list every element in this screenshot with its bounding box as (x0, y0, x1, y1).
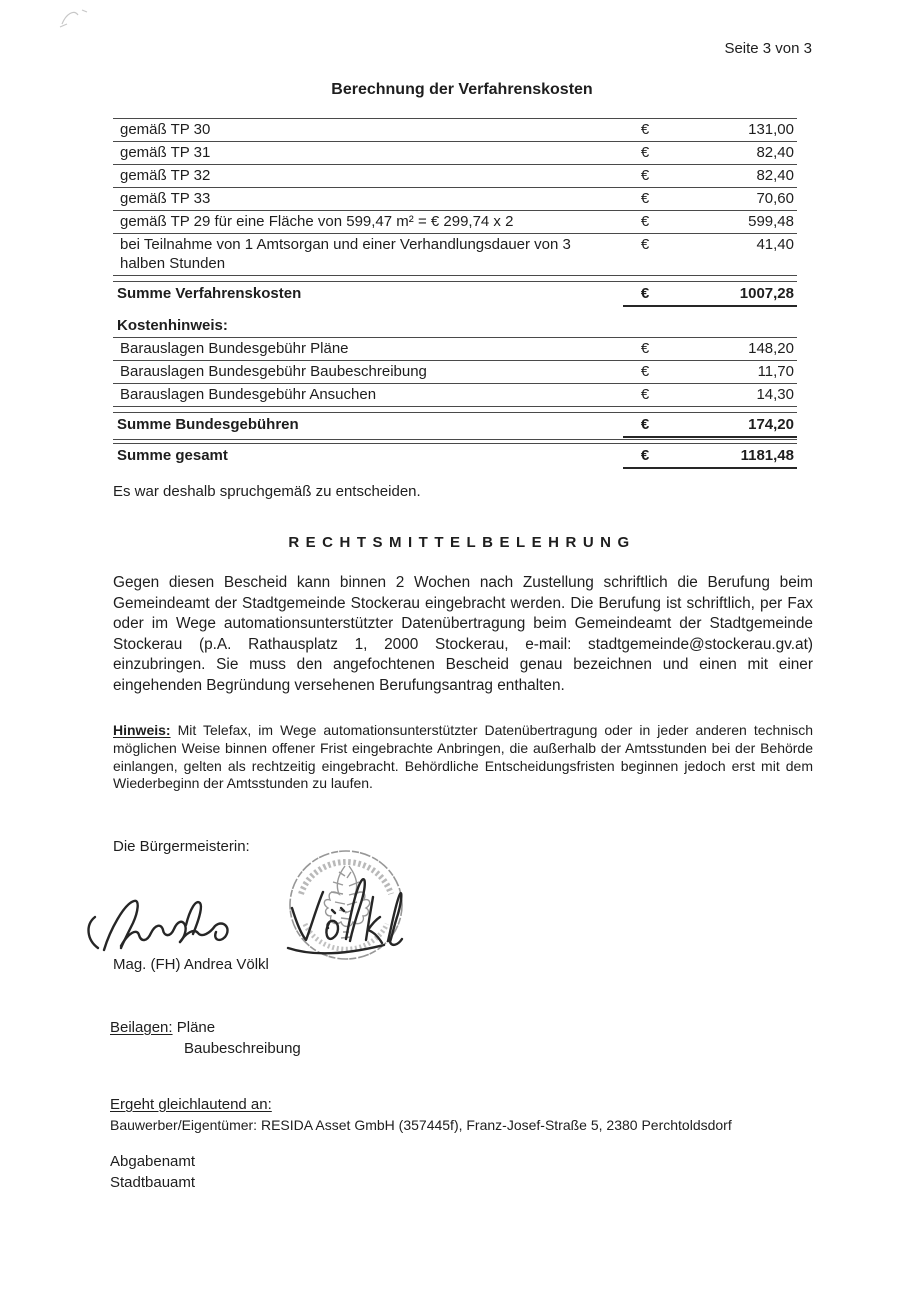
row-value: 70,60 (756, 190, 794, 207)
euro-symbol: € (640, 236, 650, 253)
row-summe-gesamt (113, 443, 797, 469)
euro-symbol: € (640, 340, 650, 357)
row-label: gemäß TP 32 (120, 167, 211, 184)
row-value: 14,30 (756, 386, 794, 403)
row-summe-verfahrenskosten (113, 281, 797, 307)
row-summe-bundesgebuehren (113, 412, 797, 438)
table-row (113, 141, 797, 164)
hinweis-paragraph (113, 722, 813, 793)
rechtsmittelbelehrung-heading: RECHTSMITTELBELEHRUNG (288, 534, 636, 551)
euro-symbol: € (640, 447, 650, 464)
euro-symbol: € (640, 121, 650, 138)
table-row (113, 187, 797, 210)
table-row (113, 360, 797, 383)
row-value: 82,40 (756, 144, 794, 161)
hinweis-label: Hinweis: (113, 722, 171, 738)
row-value: 599,48 (748, 213, 794, 230)
recipient-stadtbauamt: Stadtbauamt (110, 1174, 196, 1191)
row-value: 41,40 (756, 236, 794, 253)
row-label: Barauslagen Bundesgebühr Pläne (120, 340, 349, 357)
row-value: 148,20 (748, 340, 794, 357)
row-value: 174,20 (748, 416, 794, 433)
table-row (113, 118, 797, 141)
beilagen-label: Beilagen: (110, 1019, 173, 1036)
appeal-paragraph: Gegen diesen Bescheid kann binnen 2 Wochen nach Zustellung schriftlich die Berufung beim Gemeindeamt der Stadtgemeinde Stockerau eingebracht werden. Die Berufung ist schriftlich, per Fax oder im Wege automationsunterstützter Datenübertragung beim Gemeindeamt der Stadtgemeinde Stockerau (p.A. Rathausplatz 1, 2000 Stockerau, e-mail: stadtgemeinde@stockerau.gv.at) einzubringen. Sie muss den angefochtenen Bescheid genau bezeichnen und einen mit einer eingehenden Begründung versehenen Berufungsantrag enthalten. (113, 574, 813, 694)
euro-symbol: € (640, 285, 650, 302)
row-label: bei Teilnahme von 1 Amtsorgan und einer Verhandlungsdauer von 3 halben Stunden (120, 236, 571, 272)
row-value: 11,70 (757, 363, 794, 380)
row-label: Summe Verfahrenskosten (117, 285, 302, 302)
row-label: gemäß TP 30 (120, 121, 211, 138)
row-value: 131,00 (748, 121, 794, 138)
euro-symbol: € (640, 167, 650, 184)
ergeht-label: Ergeht gleichlautend an: (110, 1096, 272, 1113)
euro-symbol: € (640, 190, 650, 207)
beilagen-block (110, 1017, 301, 1059)
recipient-abgabenamt: Abgabenamt (110, 1153, 196, 1170)
row-value: 82,40 (756, 167, 794, 184)
mayor-title: Die Bürgermeisterin: (113, 838, 250, 855)
document-title: Berechnung der Verfahrenskosten (331, 81, 593, 98)
row-value: 1181,48 (740, 447, 794, 464)
row-value: 1007,28 (739, 285, 794, 302)
row-label: gemäß TP 33 (120, 190, 211, 207)
table-row (113, 164, 797, 187)
bauwerber-line: Bauwerber/Eigentümer: RESIDA Asset GmbH (357445f), Franz-Josef-Straße 5, 2380 Perchtoldsdorf (110, 1117, 732, 1133)
page-number: Seite 3 von 3 (724, 40, 812, 57)
table-row (113, 210, 797, 233)
decision-text: Es war deshalb spruchgemäß zu entscheiden. (113, 483, 421, 500)
row-label: Kostenhinweis: (117, 317, 228, 334)
row-label: gemäß TP 29 für eine Fläche von 599,47 m² = € 299,74 x 2 (120, 213, 514, 230)
scan-artifact (58, 6, 94, 32)
beilagen-item: Pläne (176, 1019, 216, 1036)
table-row (113, 383, 797, 407)
row-label: Barauslagen Bundesgebühr Ansuchen (120, 386, 377, 403)
row-label: Summe Bundesgebühren (117, 416, 299, 433)
row-kostenhinweis (113, 314, 797, 337)
row-label: Summe gesamt (117, 447, 228, 464)
signature-autograph (82, 862, 432, 970)
cost-table (113, 118, 797, 469)
euro-symbol: € (640, 416, 650, 433)
mayor-name: Mag. (FH) Andrea Völkl (113, 956, 269, 973)
euro-symbol: € (640, 363, 650, 380)
row-label: Barauslagen Bundesgebühr Baubeschreibung (120, 363, 427, 380)
euro-symbol: € (640, 144, 650, 161)
table-row (113, 337, 797, 360)
table-row (113, 233, 797, 276)
row-label: gemäß TP 31 (120, 144, 211, 161)
euro-symbol: € (640, 213, 650, 230)
beilagen-item: Baubeschreibung (184, 1040, 301, 1057)
euro-symbol: € (640, 386, 650, 403)
hinweis-text: Mit Telefax, im Wege automationsunterstützter Datenübertragung oder in jeder anderen technisch möglichen Weise binnen offener Frist eingebrachte Anbringen, die außerhalb der Amtsstunden bei der Behörde einlangen, gelten als rechtzeitig eingebracht. Behördliche Entscheidungsfristen beginnen jedoch erst mit dem Wiederbeginn der Amtsstunden zu laufen. (113, 722, 813, 792)
